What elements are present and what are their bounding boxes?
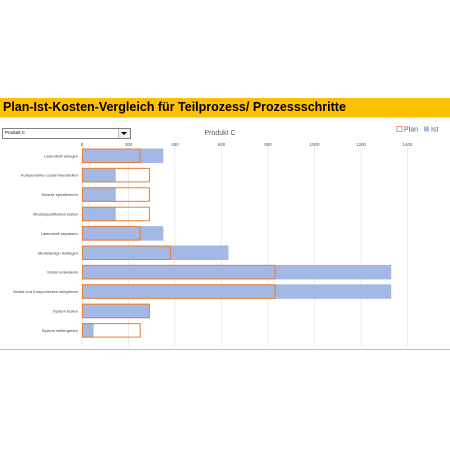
x-tick-label: 800: [264, 142, 272, 147]
x-tick-label: 1400: [402, 142, 413, 147]
x-tick-label: 0: [80, 142, 84, 147]
x-tick-label: 1200: [355, 142, 367, 147]
product-select-value: Produkt C: [5, 130, 26, 135]
category-label: Moduldesign festlegen: [37, 250, 78, 256]
ist-bar: [82, 187, 116, 202]
legend-ist-swatch: [424, 127, 429, 132]
legend-plan-label: Plan: [404, 126, 419, 134]
category-label: Modul und Komponenten integrieren: [13, 289, 78, 295]
x-tick-label: 200: [124, 142, 133, 147]
x-tick-label: 400: [171, 142, 179, 147]
ist-bar: [82, 246, 228, 261]
ist-bar: [82, 207, 116, 222]
category-label: Module spezifizieren: [41, 192, 78, 198]
ist-bar: [82, 168, 116, 183]
ist-bar: [82, 304, 149, 319]
legend-ist-label: Ist: [431, 126, 439, 134]
bottom-divider: [0, 349, 450, 350]
category-label: Lastenheft anpassen: [40, 230, 78, 236]
ist-bar: [82, 323, 94, 338]
ist-bar: [82, 284, 391, 299]
category-label: Modulspezifikation testen: [33, 211, 78, 217]
page-title: Plan-Ist-Kosten-Vergleich für Teilprozess/ Prozessschritte: [3, 100, 346, 114]
ist-bar: [82, 149, 163, 164]
ist-bar: [82, 226, 163, 241]
category-label: System testen: [52, 308, 78, 314]
chart-title: Produkt C: [204, 130, 236, 137]
ist-bar: [82, 265, 391, 280]
category-label: Komponenten zusammenstellen: [20, 172, 78, 178]
x-tick-label: 600: [217, 142, 226, 147]
legend-plan-swatch: [397, 127, 402, 132]
category-label: System weitergeben: [41, 327, 78, 333]
category-label: Modul entwickeln: [47, 269, 78, 275]
category-label: Lastenheft anlegen: [43, 153, 78, 159]
x-tick-label: 1000: [309, 142, 320, 147]
